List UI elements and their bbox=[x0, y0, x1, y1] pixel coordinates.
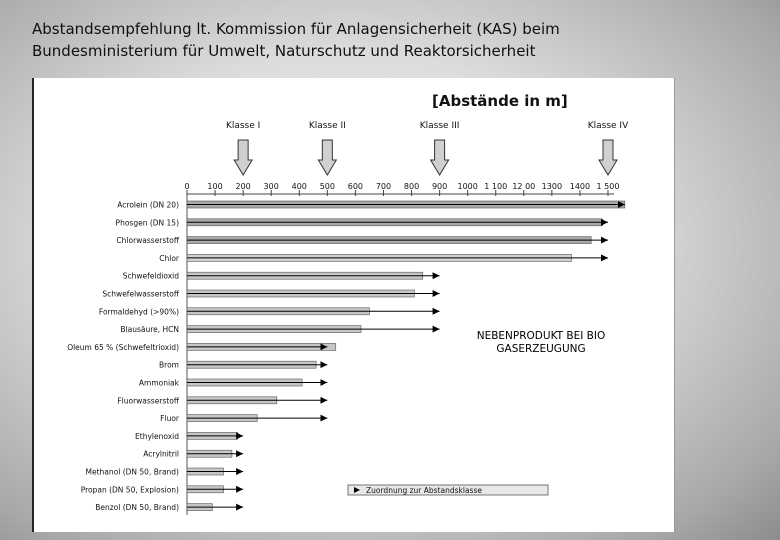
slide-title-line-2: Bundesministerium für Umwelt, Naturschutz und Reaktorsicherheit bbox=[32, 42, 536, 60]
x-tick-label: 100 bbox=[207, 182, 223, 191]
bar-label: Oleum 65 % (Schwefeltrioxid) bbox=[67, 342, 179, 352]
bar-label: Formaldehyd (>90%) bbox=[98, 307, 179, 317]
bar-label: Methanol (DN 50, Brand) bbox=[85, 467, 179, 477]
x-tick-label: 0 bbox=[184, 182, 190, 191]
bar-label: Propan (DN 50, Explosion) bbox=[80, 485, 179, 495]
x-tick-label: 500 bbox=[319, 182, 335, 191]
x-tick-label: 1400 bbox=[569, 182, 591, 191]
bar-label: Ammoniak bbox=[138, 378, 179, 388]
class-arrow-2 bbox=[318, 140, 336, 175]
chart-title: [Abstände in m] bbox=[432, 92, 568, 110]
class-label-2: Klasse II bbox=[308, 121, 346, 131]
class-label-4: Klasse IV bbox=[587, 121, 629, 131]
x-tick-label: 12 00 bbox=[512, 182, 536, 191]
bar-label: Chlor bbox=[159, 253, 179, 263]
x-tick-label: 1 500 bbox=[596, 182, 620, 191]
bar-label: Fluor bbox=[160, 414, 179, 424]
legend-text: Zuordnung zur Abstandsklasse bbox=[366, 486, 482, 495]
slide-title-line-1: Abstandsempfehlung lt. Kommission für Anlagensicherheit (KAS) beim bbox=[32, 20, 560, 38]
x-tick-label: 900 bbox=[431, 182, 448, 191]
x-tick-label: 1300 bbox=[541, 182, 563, 191]
bar-label: Acrolein (DN 20) bbox=[117, 200, 179, 210]
class-label-3: Klasse III bbox=[419, 121, 460, 131]
bar-label: Chlorwasserstoff bbox=[116, 236, 179, 246]
x-tick-label: 1000 bbox=[457, 182, 478, 191]
x-tick-label: 200 bbox=[235, 182, 251, 191]
bar-label: Blausäure, HCN bbox=[120, 325, 179, 335]
x-tick-label: 800 bbox=[403, 182, 420, 191]
bar-label: Phosgen (DN 15) bbox=[115, 218, 179, 228]
x-tick-label: 700 bbox=[375, 182, 392, 191]
x-tick-label: 400 bbox=[291, 182, 307, 191]
bar-label: Ethylenoxid bbox=[135, 431, 179, 441]
annotation-biogas: NEBENPRODUKT BEI BIOGASERZEUGUNG bbox=[476, 330, 606, 355]
x-tick-label: 300 bbox=[263, 182, 279, 191]
bar-label: Brom bbox=[159, 360, 179, 370]
class-arrow-3 bbox=[431, 140, 449, 175]
bar-label: Benzol (DN 50, Brand) bbox=[95, 503, 179, 513]
x-tick-label: 600 bbox=[347, 182, 364, 191]
bar-label: Schwefelwasserstoff bbox=[102, 289, 179, 299]
class-label-1: Klasse I bbox=[225, 121, 261, 131]
bar-label: Fluorwasserstoff bbox=[117, 396, 179, 406]
bar-label: Acrylnitril bbox=[143, 449, 179, 459]
bar-label: Schwefeldioxid bbox=[122, 271, 179, 281]
x-tick-label: 1 100 bbox=[484, 182, 508, 191]
class-arrow-1 bbox=[234, 140, 252, 175]
class-arrow-4 bbox=[599, 140, 617, 175]
